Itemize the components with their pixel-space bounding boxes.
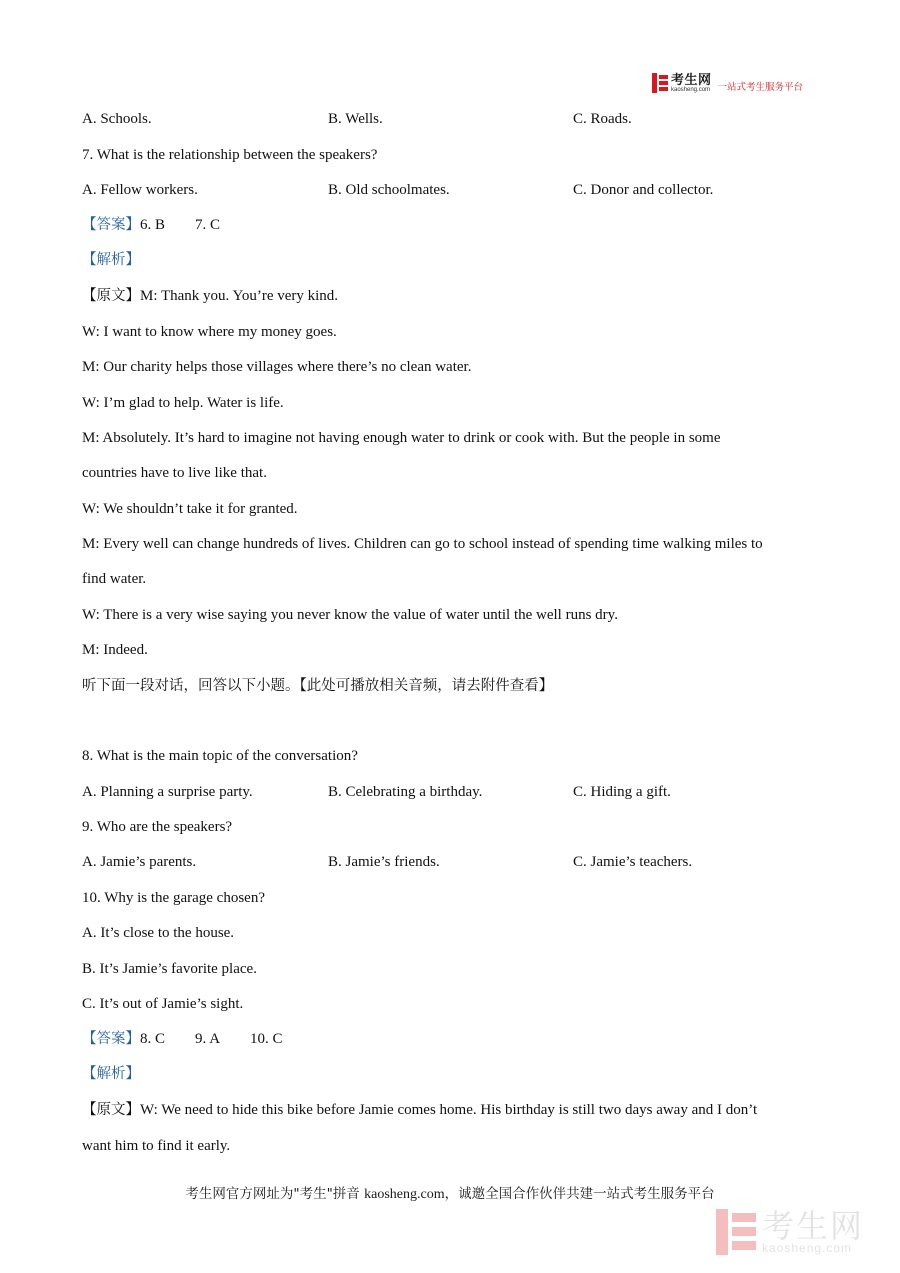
transcript-line: M: Absolutely. It’s hard to imagine not having enough water to drink or cook with. But the people in some <box>82 430 721 446</box>
q6-option-a: A. Schools. <box>82 111 152 127</box>
q7-option-b: B. Old schoolmates. <box>328 182 450 198</box>
transcript-line: M: Indeed. <box>82 642 148 658</box>
q7-question: 7. What is the relationship between the speakers? <box>82 147 378 163</box>
answer-line-1 <box>82 215 220 235</box>
logo-slogan: 一站式考生服务平台 <box>717 82 804 93</box>
answer-item: 6. B <box>140 217 166 233</box>
transcript-line: W: I want to know where my money goes. <box>82 324 337 340</box>
transcript-line: 【原文】W: We need to hide this bike before Jamie comes home. His birthday is still two days away and I don’t <box>82 1102 758 1118</box>
logo-name: 考生网 <box>671 72 712 88</box>
watermark-domain: kaosheng.com <box>762 1241 853 1255</box>
transcript-line: W: I’m glad to help. Water is life. <box>82 395 284 411</box>
q7-option-a: A. Fellow workers. <box>82 182 198 198</box>
answer-item: 10. C <box>250 1031 283 1047</box>
answer-item: 8. C <box>140 1031 166 1047</box>
q10-question: 10. Why is the garage chosen? <box>82 890 265 906</box>
transcript-line: want him to find it early. <box>82 1138 231 1154</box>
transcript-tag: 【原文】 <box>82 1102 140 1118</box>
transcript-line: 【原文】M: Thank you. You’re very kind. <box>82 288 339 304</box>
answer-line-2 <box>82 1029 283 1049</box>
listening-instruction: 听下面一段对话，回答以下小题。【此处可播放相关音频，请去附件查看】 <box>82 678 554 694</box>
transcript-line: find water. <box>82 571 147 587</box>
transcript-line: W: There is a very wise saying you never know the value of water until the well runs dry. <box>82 607 618 623</box>
transcript-line: W: We shouldn’t take it for granted. <box>82 501 298 517</box>
footer-url: kaosheng.com <box>364 1187 445 1202</box>
q9-option-a: A. Jamie’s parents. <box>82 854 197 870</box>
page-footer: 考生网官方网址为"考生"拼音 kaosheng.com，诚邀全国合作伙伴共建一站式考生服务平台 <box>185 1186 715 1202</box>
q6-option-b: B. Wells. <box>328 111 383 127</box>
q9-option-b: B. Jamie’s friends. <box>328 854 440 870</box>
transcript-line: M: Every well can change hundreds of lives. Children can go to school instead of spending time walking miles to <box>82 536 763 552</box>
q9-option-c: C. Jamie’s teachers. <box>573 854 693 870</box>
q10-option-a: A. It’s close to the house. <box>82 925 235 941</box>
q9-question: 9. Who are the speakers? <box>82 819 233 835</box>
kaosheng-watermark-icon <box>716 1209 756 1255</box>
answer-tag: 【答案】 <box>82 217 140 233</box>
q8-question: 8. What is the main topic of the conversation? <box>82 748 358 764</box>
kaosheng-logo-icon <box>652 73 668 93</box>
q8-option-b: B. Celebrating a birthday. <box>328 784 483 800</box>
q10-option-c: C. It’s out of Jamie’s sight. <box>82 996 244 1012</box>
q10-option-b: B. It’s Jamie’s favorite place. <box>82 961 257 977</box>
transcript-line: countries have to live like that. <box>82 465 267 481</box>
q8-option-c: C. Hiding a gift. <box>573 784 671 800</box>
header-logo <box>652 72 803 94</box>
answer-item: 7. C <box>195 217 221 233</box>
watermark-name: 考生网 <box>762 1207 865 1245</box>
watermark-logo <box>716 1207 864 1257</box>
logo-domain: kaosheng.com <box>671 86 711 93</box>
answer-tag: 【答案】 <box>82 1031 140 1047</box>
answer-item: 9. A <box>195 1031 221 1047</box>
transcript-tag: 【原文】 <box>82 288 140 304</box>
q8-option-a: A. Planning a surprise party. <box>82 784 253 800</box>
transcript-line: M: Our charity helps those villages where there’s no clean water. <box>82 359 472 375</box>
analysis-tag: 【解析】 <box>82 252 140 268</box>
q7-option-c: C. Donor and collector. <box>573 182 714 198</box>
q6-option-c: C. Roads. <box>573 111 632 127</box>
analysis-tag: 【解析】 <box>82 1066 140 1082</box>
